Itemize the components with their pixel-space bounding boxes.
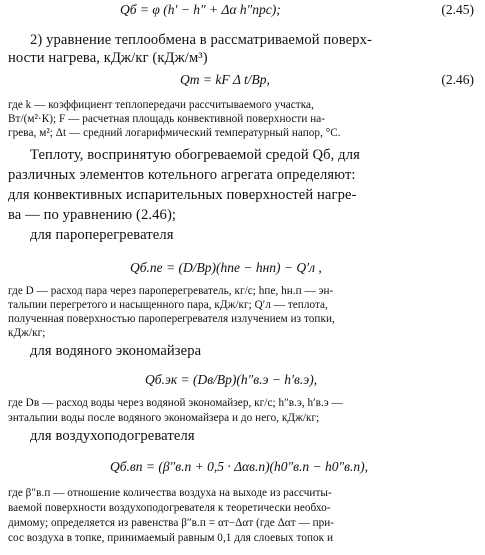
paragraph-line: полученная поверхностью пароперегревателя излучением из топки,	[8, 313, 335, 325]
paragraph-line: ваемой поверхности воздухоподогревателя к теоретически необхо-	[8, 502, 331, 514]
equation-number: (2.46)	[441, 72, 474, 87]
paragraph-line: Вт/(м²·К); F — расчетная площадь конвективной поверхности на-	[8, 113, 326, 125]
paragraph-line: Теплоту, воспринятую обогреваемой средой Qб, для	[30, 147, 360, 163]
paragraph-line: для пароперегревателя	[30, 227, 174, 243]
equation-economizer: Qб.эк = (Dв/Bp)(h″в.э − h′в.э),	[145, 372, 318, 387]
paragraph-line: различных элементов котельного агрегата определяют:	[8, 167, 356, 183]
paragraph-line: кДж/кг;	[8, 327, 46, 339]
paragraph-line: сос воздуха в топке, принимаемый равным 0,1 для слоевых топок и	[8, 532, 334, 544]
paragraph-line: где Dв — расход воды через водяной экономайзер, кг/с; h″в.э, h′в.э —	[8, 397, 343, 409]
equation-text: Qт = kF Δ t/Bp,	[180, 72, 270, 87]
paragraph-line: ва — по уравнению (2.46);	[8, 207, 177, 223]
paragraph-line: где k — коэффициент теплопередачи рассчитываемого участка,	[8, 99, 314, 111]
equation-2-45	[120, 2, 480, 18]
equation-air-heater: Qб.вп = (β″в.п + 0,5 · Δαв.п)(h0″в.п − h0″в.п),	[110, 459, 369, 474]
paragraph-line: 2) уравнение теплообмена в рассматриваемой поверх-	[30, 32, 372, 48]
paragraph-line: димому; определяется из равенства β″в.п = αт−Δαт (где Δαт — при-	[8, 517, 335, 529]
paragraph-line: грева, м²; Δt — средний логарифмический температурный напор, °С.	[8, 127, 341, 139]
equation-number: (2.45)	[441, 2, 474, 17]
equation-text: Qб = φ (h′ − h″ + Δα h″прс);	[120, 2, 281, 17]
paragraph-line: тальпии перегретого и насыщенного пара, кДж/кг; Q′л — теплота,	[8, 299, 328, 311]
paragraph-line: где D — расход пара через пароперегреватель, кг/с; hпе, hн.п — эн-	[8, 285, 334, 297]
equation-2-46	[180, 72, 480, 88]
paragraph-line: для конвективных испарительных поверхностей нагре-	[8, 187, 357, 203]
paragraph-line: где β″в.п — отношение количества воздуха на выходе из рассчиты-	[8, 487, 332, 499]
paragraph-line: энтальпии воды после водяного экономайзера и до него, кДж/кг;	[8, 412, 320, 424]
equation-superheater: Qб.пе = (D/Bp)(hпе − hнп) − Q′л ,	[130, 260, 322, 275]
paragraph-line: ности нагрева, кДж/кг (кДж/м³)	[8, 50, 208, 66]
paragraph-line: для воздухоподогревателя	[30, 428, 195, 444]
paragraph-line: для водяного экономайзера	[30, 343, 202, 359]
